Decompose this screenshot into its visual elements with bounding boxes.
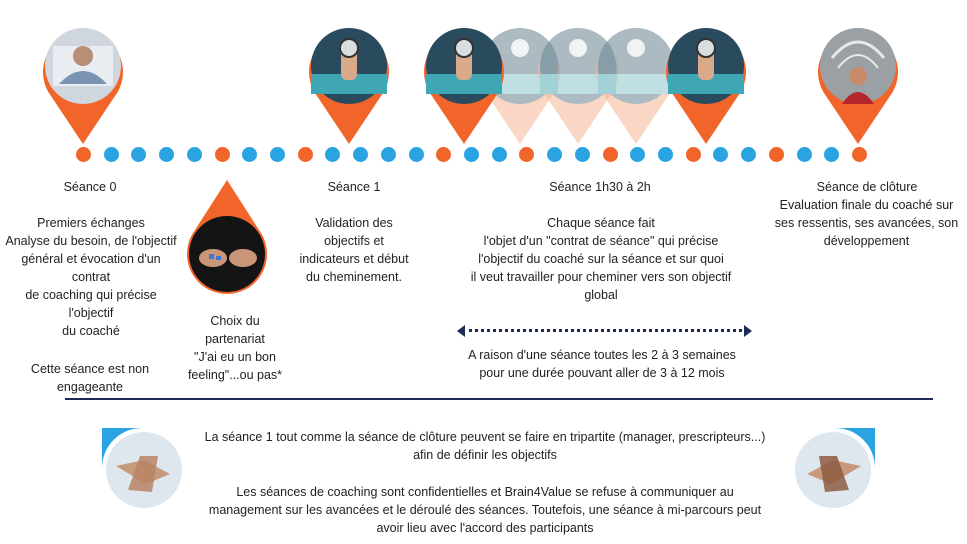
timeline-dot [187, 147, 202, 162]
timeline-dot [298, 147, 313, 162]
compass-photo [303, 18, 395, 146]
divider-line [65, 398, 933, 400]
seance1-title: Séance 1 [327, 180, 381, 194]
pin-seance-mid-5 [660, 18, 752, 146]
timeline-dot [381, 147, 396, 162]
pin-seance-0 [37, 18, 129, 146]
timeline-dot [76, 147, 91, 162]
timeline-dot [603, 147, 618, 162]
joined-hands-icon [793, 426, 877, 510]
timeline-dot [131, 147, 146, 162]
timeline-dot [409, 147, 424, 162]
seance1-body: Validation des objectifs et indicateurs et début du cheminement. [299, 216, 409, 284]
timeline-dot [630, 147, 645, 162]
timeline-dot [436, 147, 451, 162]
seance0-body: Premiers échanges Analyse du besoin, de l'objectif général et évocation d'un contrat de coaching qui précise l'objectif du coaché [5, 216, 177, 338]
timeline-dot [713, 147, 728, 162]
timeline-dot [464, 147, 479, 162]
timeline-dot [215, 147, 230, 162]
seance0-title: Séance 0 [63, 180, 117, 194]
seance-cloture-title: Séance de clôture [816, 180, 918, 194]
office-worker-photo [37, 18, 129, 146]
pin-seance-mid-1 [418, 18, 510, 146]
choix-body: Choix du partenariat "J'ai eu un bon feeling"...ou pas* [187, 314, 283, 382]
seance-cloture-body: Evaluation finale du coaché sur ses ressentis, ses avancées, son développement [774, 198, 959, 248]
timeline-dot [492, 147, 507, 162]
timeline-dot [242, 147, 257, 162]
joined-hands-icon [100, 426, 184, 510]
timeline-dot [575, 147, 590, 162]
seance-mid-title: Séance 1h30 à 2h [549, 180, 651, 194]
timeline-dot [104, 147, 119, 162]
timeline-dot [852, 147, 867, 162]
open-hands-photo [181, 178, 273, 298]
timeline-dot [270, 147, 285, 162]
timeline-dot [159, 147, 174, 162]
compass-photo [418, 18, 510, 146]
pin-choix [181, 178, 273, 298]
footer-confidentiality-note: Les séances de coaching sont confidentielles et Brain4Value se refuse à communiquer au management sur les avancées et le déroulé des séances. Toutefois, une séance à mi-parcours peut avoir lieu avec l'accord des participants [208, 485, 762, 535]
timeline-dot [547, 147, 562, 162]
hands-circle-right [793, 426, 877, 510]
pin-seance-cloture [812, 18, 904, 146]
timeline-dot [769, 147, 784, 162]
timeline-dot [824, 147, 839, 162]
timeline-dot [353, 147, 368, 162]
timeline-dot [519, 147, 534, 162]
timeline-dot [325, 147, 340, 162]
seance-mid-frequency: A raison d'une séance toutes les 2 à 3 semaines pour une durée pouvant aller de 3 à 12 mois [468, 348, 736, 380]
hands-circle-left [100, 426, 184, 510]
thinking-woman-photo [812, 18, 904, 146]
timeline-dot [686, 147, 701, 162]
timeline-dot [797, 147, 812, 162]
timeline-dot [658, 147, 673, 162]
arrow-right-icon [744, 325, 752, 337]
seance-mid-body: Chaque séance fait l'objet d'un "contrat de séance" qui précise l'objectif du coaché sur la séance et sur quoi il veut travailler pour cheminer vers son objectif global [470, 216, 732, 302]
pin-seance-1 [303, 18, 395, 146]
timeline-dot [741, 147, 756, 162]
duration-dotted-line [462, 329, 748, 332]
footer-tripartite-note: La séance 1 tout comme la séance de clôture peuvent se faire en tripartite (manager, prescripteurs...) afin de définir les objectifs [204, 430, 766, 462]
compass-photo [660, 18, 752, 146]
seance0-note: Cette séance est non engageante [30, 362, 150, 394]
